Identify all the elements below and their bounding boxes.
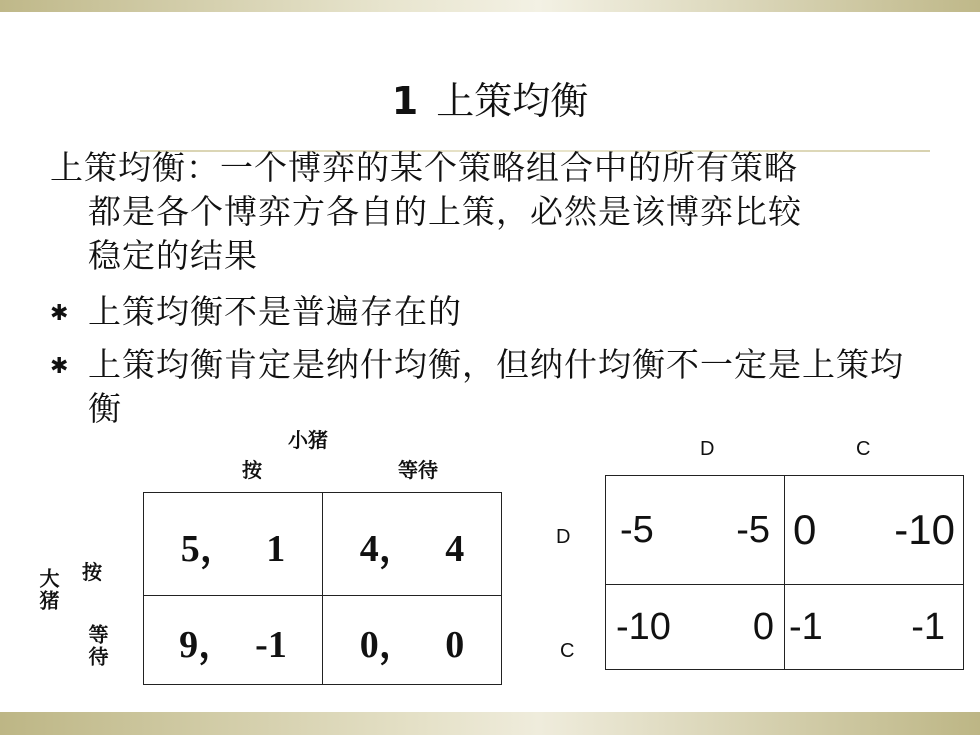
bullet-star-icon: ✱ bbox=[50, 354, 70, 379]
bullet-item-1 bbox=[50, 290, 908, 334]
matrix-row bbox=[606, 585, 964, 670]
matrix-row bbox=[606, 476, 964, 585]
matrix-cell: 4， 4 bbox=[323, 493, 502, 596]
right-col-strategy-1: D bbox=[700, 438, 715, 460]
row-player-label: 大猪 bbox=[36, 568, 60, 612]
bullet-text-2: 上策均衡肯定是纳什均衡，但纳什均衡不一定是上策均衡 bbox=[88, 345, 904, 428]
bullet-item-2 bbox=[50, 343, 908, 431]
col-strategy-2: 等待 bbox=[398, 458, 438, 482]
title-text: 上策均衡 bbox=[436, 79, 589, 123]
matrix-cell: 0 -10 bbox=[785, 476, 964, 585]
matrix-cell: -5 -5 bbox=[606, 476, 785, 585]
matrix-row bbox=[144, 596, 502, 685]
col-strategy-1: 按 bbox=[242, 458, 262, 482]
prisoner-payoff-matrix bbox=[605, 475, 964, 670]
bullet-text-1: 上策均衡不是普遍存在的 bbox=[88, 292, 462, 331]
bottom-decorative-band bbox=[0, 712, 980, 735]
right-row-strategy-2: C bbox=[560, 640, 575, 662]
pig-payoff-matrix bbox=[143, 492, 502, 685]
definition-paragraph bbox=[50, 146, 910, 278]
definition-line-3: 稳定的结果 bbox=[88, 236, 258, 275]
bullet-star-icon: ✱ bbox=[50, 301, 70, 326]
right-row-strategy-1: D bbox=[556, 526, 571, 548]
matrix-cell: -10 0 bbox=[606, 585, 785, 670]
matrix-cell: 9， -1 bbox=[144, 596, 323, 685]
matrix-cell: 0， 0 bbox=[323, 596, 502, 685]
right-col-strategy-2: C bbox=[856, 438, 871, 460]
row-strategy-1: 按 bbox=[82, 560, 102, 584]
title-number: 1 bbox=[391, 79, 419, 123]
top-decorative-band bbox=[0, 0, 980, 12]
matrix-cell: -1 -1 bbox=[785, 585, 964, 670]
matrix-row bbox=[144, 493, 502, 596]
definition-line-1: 上策均衡：一个博弈的某个策略组合中的所有策略 bbox=[50, 148, 798, 187]
slide-title bbox=[0, 70, 980, 125]
definition-line-2: 都是各个博弈方各自的上策，必然是该博弈比较 bbox=[88, 192, 802, 231]
row-strategy-2: 等待 bbox=[85, 624, 109, 668]
col-player-label: 小猪 bbox=[288, 428, 328, 452]
matrix-cell: 5， 1 bbox=[144, 493, 323, 596]
